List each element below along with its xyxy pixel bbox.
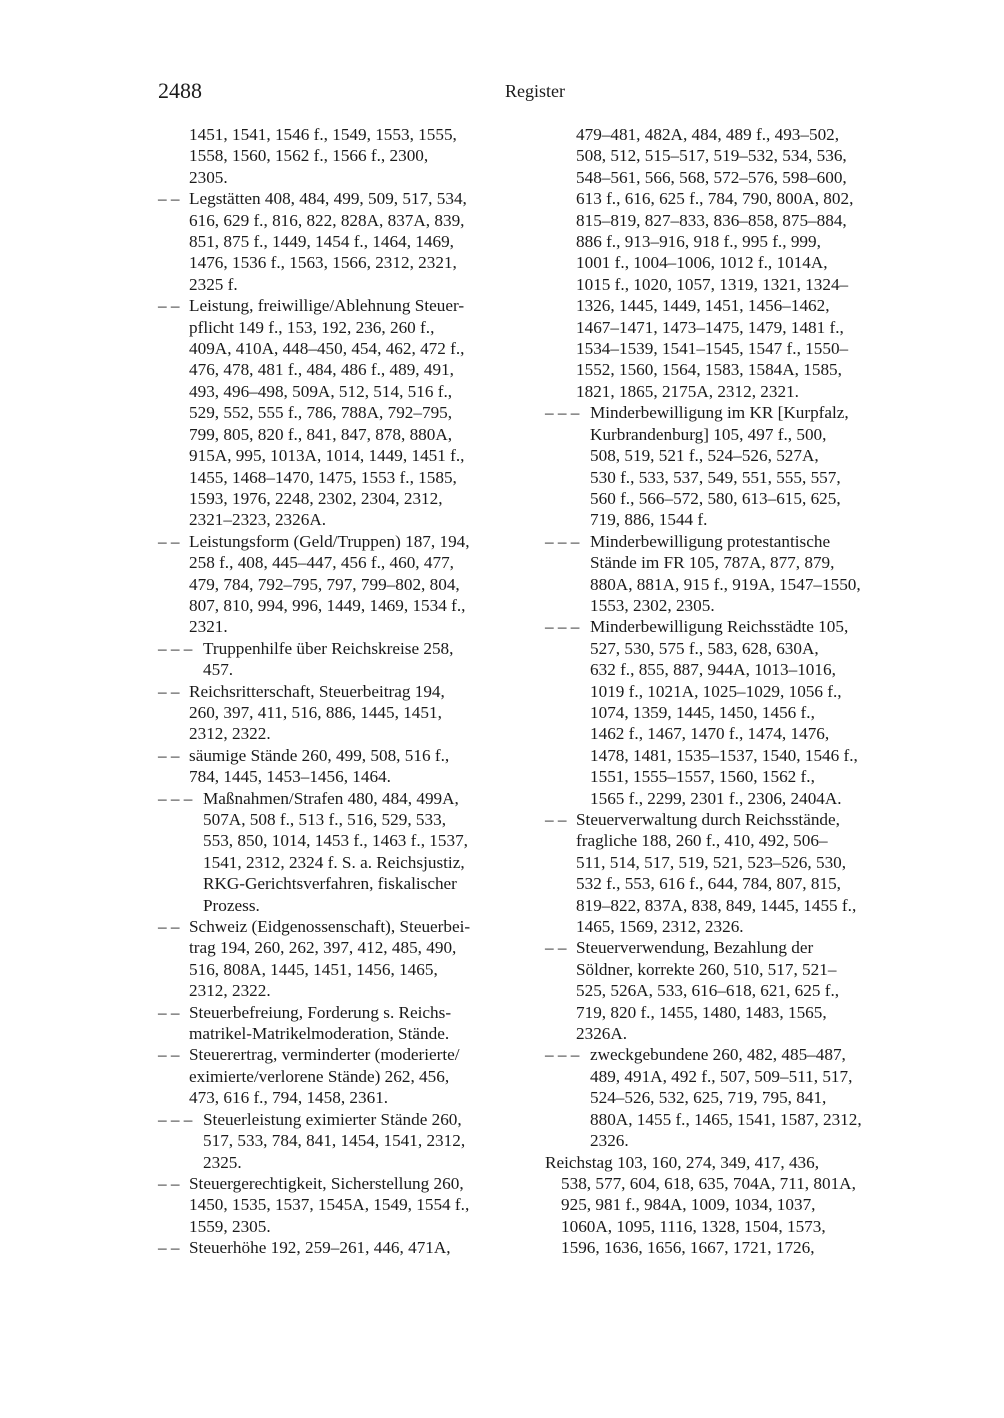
index-line: Steuerhöhe 192, 259–261, 446, 471A, <box>189 1238 451 1258</box>
level-dash: – – <box>158 189 180 209</box>
index-line: 1552, 1560, 1564, 1583, 1584A, 1585, <box>576 360 842 380</box>
index-line: Stände im FR 105, 787A, 877, 879, <box>590 553 835 573</box>
index-entry <box>545 809 925 937</box>
index-line: 1821, 1865, 2175A, 2312, 2321. <box>576 381 799 401</box>
index-line: 560 f., 566–572, 580, 613–615, 625, <box>590 488 841 508</box>
level-dash: – – <box>158 1238 180 1258</box>
index-line: 409A, 410A, 448–450, 454, 462, 472 f., <box>189 339 465 359</box>
index-line: 532 f., 553, 616 f., 644, 784, 807, 815, <box>576 874 841 894</box>
index-entry <box>158 745 538 788</box>
index-line: 530 f., 533, 537, 549, 551, 555, 557, <box>590 467 841 487</box>
index-line: 880A, 881A, 915 f., 919A, 1547–1550, <box>590 574 861 594</box>
index-entry <box>158 1109 538 1173</box>
index-line: 479, 784, 792–795, 797, 799–802, 804, <box>189 574 460 594</box>
index-line: 1558, 1560, 1562 f., 1566 f., 2300, <box>189 146 429 166</box>
index-line: 489, 491A, 492 f., 507, 509–511, 517, <box>590 1066 853 1086</box>
level-dash: – – <box>158 917 180 937</box>
index-entry <box>158 681 538 745</box>
index-entry <box>158 295 538 530</box>
level-dash: – – – <box>158 1109 193 1129</box>
index-line: 476, 478, 481 f., 484, 486 f., 489, 491, <box>189 360 454 380</box>
index-line: 2312, 2322. <box>189 724 271 744</box>
index-line: Schweiz (Eidgenossenschaft), Steuerbei- <box>189 917 471 937</box>
index-line: Legstätten 408, 484, 499, 509, 517, 534, <box>189 189 467 209</box>
index-line: Söldner, korrekte 260, 510, 517, 521– <box>576 959 837 979</box>
index-line: 507A, 508 f., 513 f., 516, 529, 533, <box>203 810 447 829</box>
index-line: 719, 886, 1544 f. <box>590 510 708 530</box>
index-line: 517, 533, 784, 841, 1454, 1541, 2312, <box>203 1131 466 1151</box>
index-line: 473, 616 f., 794, 1458, 2361. <box>189 1088 389 1108</box>
index-line: 1551, 1555–1557, 1560, 1562 f., <box>590 767 815 787</box>
index-line: 915A, 995, 1013A, 1014, 1449, 1451 f., <box>189 446 465 466</box>
level-dash: – – – <box>545 531 580 551</box>
index-line: 616, 629 f., 816, 822, 828A, 837A, 839, <box>189 210 465 230</box>
index-entry <box>158 1173 538 1237</box>
index-line: 1462 f., 1467, 1470 f., 1474, 1476, <box>590 724 830 744</box>
index-line: Maßnahmen/Strafen 480, 484, 499A, <box>203 788 459 808</box>
index-line: Kurbrandenburg] 105, 497 f., 500, <box>590 424 827 444</box>
page-number: 2488 <box>158 78 202 103</box>
index-entry <box>158 1237 538 1258</box>
index-column-left <box>158 124 538 1259</box>
index-entry <box>158 638 538 681</box>
index-line: 1565 f., 2299, 2301 f., 2306, 2404A. <box>590 788 842 808</box>
index-line: 1593, 1976, 2248, 2302, 2304, 2312, <box>189 488 443 508</box>
index-line: 457. <box>203 660 234 680</box>
index-entry <box>158 788 538 916</box>
index-line: 1060A, 1095, 1116, 1328, 1504, 1573, <box>561 1216 826 1236</box>
index-line: Steuerverwendung, Bezahlung der <box>576 938 814 958</box>
index-entry <box>158 916 538 1002</box>
running-head: Register <box>505 81 565 101</box>
index-line: Steuerbefreiung, Forderung s. Reichs- <box>189 1002 452 1022</box>
level-dash: – – – <box>545 617 580 637</box>
index-line: säumige Stände 260, 499, 508, 516 f., <box>189 745 450 765</box>
level-dash: – – <box>158 745 180 765</box>
index-line: trag 194, 260, 262, 397, 412, 485, 490, <box>189 938 457 958</box>
index-line: 2321. <box>189 617 228 637</box>
index-line: 1326, 1445, 1449, 1451, 1456–1462, <box>576 296 830 316</box>
index-line: 1467–1471, 1473–1475, 1479, 1481 f., <box>576 317 844 337</box>
index-line: 1451, 1541, 1546 f., 1549, 1553, 1555, <box>189 125 457 144</box>
index-line: 548–561, 566, 568, 572–576, 598–600, <box>576 167 847 187</box>
index-entry <box>545 531 925 617</box>
level-dash: – – – <box>545 1045 580 1065</box>
index-line: 851, 875 f., 1449, 1454 f., 1464, 1469, <box>189 232 454 252</box>
index-line: 511, 514, 517, 519, 521, 523–526, 530, <box>576 852 847 872</box>
index-entry <box>158 1002 538 1045</box>
index-line: 529, 552, 555 f., 786, 788A, 792–795, <box>189 403 453 423</box>
index-line: 807, 810, 994, 996, 1449, 1469, 1534 f., <box>189 595 466 615</box>
index-line: 538, 577, 604, 618, 635, 704A, 711, 801A, <box>561 1173 856 1193</box>
level-dash: – – <box>158 531 180 551</box>
index-line: 784, 1445, 1453–1456, 1464. <box>189 767 391 787</box>
index-line: 632 f., 855, 887, 944A, 1013–1016, <box>590 660 836 680</box>
index-line: Truppenhilfe über Reichskreise 258, <box>203 638 454 658</box>
index-line: 2325 f. <box>189 274 238 294</box>
level-dash: – – <box>545 810 567 829</box>
index-line: fragliche 188, 260 f., 410, 492, 506– <box>576 831 828 851</box>
index-column-right <box>545 124 925 1259</box>
index-line: 925, 981 f., 984A, 1009, 1034, 1037, <box>561 1195 816 1215</box>
level-dash: – – <box>158 1002 180 1022</box>
index-line: 516, 808A, 1445, 1451, 1456, 1465, <box>189 959 438 979</box>
index-line: 1541, 2312, 2324 f. S. a. Reichsjustiz, <box>203 852 465 872</box>
index-line: 260, 397, 411, 516, 886, 1445, 1451, <box>189 702 442 722</box>
index-line: 1476, 1536 f., 1563, 1566, 2312, 2321, <box>189 253 457 273</box>
level-dash: – – <box>158 296 180 316</box>
index-entry <box>158 188 538 295</box>
index-line: 1553, 2302, 2305. <box>590 595 715 615</box>
level-dash: – – <box>158 1173 180 1193</box>
index-line: 819–822, 837A, 838, 849, 1445, 1455 f., <box>576 895 857 915</box>
index-line: 1455, 1468–1470, 1475, 1553 f., 1585, <box>189 467 457 487</box>
index-line: Steuerverwaltung durch Reichsstände, <box>576 810 840 829</box>
index-line: eximierte/verlorene Stände) 262, 456, <box>189 1066 450 1086</box>
index-line: 1478, 1481, 1535–1537, 1540, 1546 f., <box>590 745 858 765</box>
index-entry <box>545 402 925 530</box>
index-line: matrikel-Matrikelmoderation, Stände. <box>189 1024 450 1044</box>
index-line: zweckgebundene 260, 482, 485–487, <box>590 1045 846 1065</box>
index-line: 1074, 1359, 1445, 1450, 1456 f., <box>590 702 815 722</box>
level-dash: – – – <box>158 638 193 658</box>
index-line: 1019 f., 1021A, 1025–1029, 1056 f., <box>590 681 842 701</box>
index-line: Minderbewilligung protestantische <box>590 531 831 551</box>
index-line: 553, 850, 1014, 1453 f., 1463 f., 1537, <box>203 831 468 851</box>
index-entry <box>545 1152 925 1259</box>
index-line: 2321–2323, 2326A. <box>189 510 327 530</box>
index-entry <box>545 616 925 809</box>
index-line: 1001 f., 1004–1006, 1012 f., 1014A, <box>576 253 828 273</box>
index-line: 1559, 2305. <box>189 1216 271 1236</box>
index-line: 1015 f., 1020, 1057, 1319, 1321, 1324– <box>576 274 849 294</box>
index-line: Steuerleistung eximierter Stände 260, <box>203 1109 462 1129</box>
index-line: 886 f., 913–916, 918 f., 995 f., 999, <box>576 232 821 252</box>
level-dash: – – <box>158 681 180 701</box>
index-entry <box>158 1044 538 1108</box>
index-line: Minderbewilligung im KR [Kurpfalz, <box>590 403 849 423</box>
level-dash: – – – <box>545 403 580 423</box>
index-line: 525, 526A, 533, 616–618, 621, 625 f., <box>576 981 840 1001</box>
index-line: RKG-Gerichtsverfahren, fiskalischer <box>203 874 457 894</box>
index-line: 613 f., 616, 625 f., 784, 790, 800A, 802, <box>576 189 854 209</box>
index-line: Leistungsform (Geld/Truppen) 187, 194, <box>189 531 470 551</box>
index-line: 524–526, 532, 625, 719, 795, 841, <box>590 1088 827 1108</box>
index-line: 2326A. <box>576 1024 628 1044</box>
index-entry-continuation <box>158 124 538 188</box>
index-entry <box>545 1044 925 1151</box>
level-dash: – – <box>545 938 567 958</box>
index-line: Steuergerechtigkeit, Sicherstellung 260, <box>189 1173 464 1193</box>
index-line: 508, 512, 515–517, 519–532, 534, 536, <box>576 146 847 166</box>
index-line: 1450, 1535, 1537, 1545A, 1549, 1554 f., <box>189 1195 470 1215</box>
index-line: 1465, 1569, 2312, 2326. <box>576 917 744 937</box>
index-line: 2305. <box>189 167 228 187</box>
index-line: Reichsritterschaft, Steuerbeitrag 194, <box>189 681 445 701</box>
index-line: 2325. <box>203 1152 242 1172</box>
index-line: Minderbewilligung Reichsstädte 105, <box>590 617 849 637</box>
index-line: 508, 519, 521 f., 524–526, 527A, <box>590 446 819 466</box>
index-line: Steuerertrag, verminderter (moderierte/ <box>189 1045 460 1065</box>
index-line: 2312, 2322. <box>189 981 271 1001</box>
index-line: 1596, 1636, 1656, 1667, 1721, 1726, <box>561 1238 815 1258</box>
index-line: 527, 530, 575 f., 583, 628, 630A, <box>590 638 819 658</box>
index-line: Reichstag 103, 160, 274, 349, 417, 436, <box>545 1152 820 1172</box>
index-entry <box>545 937 925 1044</box>
index-line: 1534–1539, 1541–1545, 1547 f., 1550– <box>576 339 849 359</box>
index-line: 258 f., 408, 445–447, 456 f., 460, 477, <box>189 553 454 573</box>
index-entry <box>158 531 538 638</box>
index-line: 815–819, 827–833, 836–858, 875–884, <box>576 210 847 230</box>
index-entry-continuation <box>545 124 925 402</box>
index-line: 2326. <box>590 1131 629 1151</box>
index-line: 880A, 1455 f., 1465, 1541, 1587, 2312, <box>590 1109 862 1129</box>
index-line: 799, 805, 820 f., 841, 847, 878, 880A, <box>189 424 453 444</box>
index-line: 479–481, 482A, 484, 489 f., 493–502, <box>576 125 840 144</box>
index-line: Prozess. <box>203 895 260 915</box>
index-line: 719, 820 f., 1455, 1480, 1483, 1565, <box>576 1002 827 1022</box>
level-dash: – – – <box>158 788 193 808</box>
index-line: 493, 496–498, 509A, 512, 514, 516 f., <box>189 381 453 401</box>
level-dash: – – <box>158 1045 180 1065</box>
index-line: pflicht 149 f., 153, 192, 236, 260 f., <box>189 317 435 337</box>
index-line: Leistung, freiwillige/Ablehnung Steuer- <box>189 296 465 316</box>
